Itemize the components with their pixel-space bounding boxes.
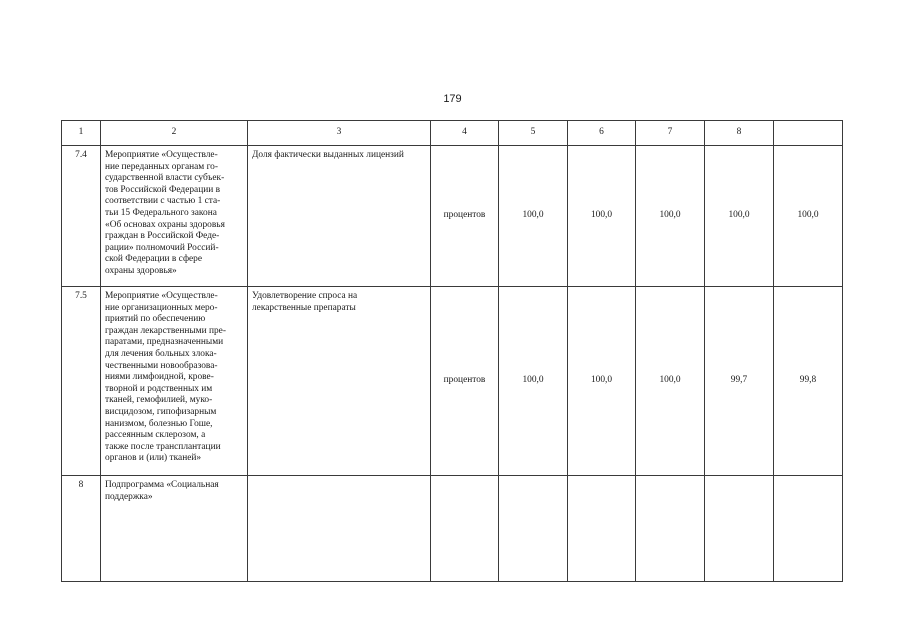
value-cell: 99,7 — [705, 287, 774, 476]
page-number: 179 — [443, 93, 462, 105]
value-cell: 100,0 — [499, 146, 568, 287]
indicator-cell: Удовлетворение спроса на лекарственные препараты — [248, 287, 431, 476]
activity-cell: Мероприятие «Осуществле- ние переданных органам го- сударственной власти субъек- тов Российской Федерации в соответствии с частью 1 ста- тьи 15 Федерального закона «Об основах охраны здоровья граждан в Российской Феде- рации» полномочий Россий- ской Федерации в сфере охраны здоровья» — [101, 146, 248, 287]
indicator-cell — [248, 476, 431, 582]
value-cell: 100,0 — [499, 287, 568, 476]
header-cell-7: 7 — [636, 121, 705, 146]
header-cell-4: 4 — [431, 121, 499, 146]
value-cell: 100,0 — [568, 146, 636, 287]
unit-cell: процентов — [431, 287, 499, 476]
value-cell: 100,0 — [705, 146, 774, 287]
value-cell — [499, 476, 568, 582]
value-cell: 100,0 — [774, 146, 843, 287]
activity-cell: Подпрограмма «Социальная поддержка» — [101, 476, 248, 582]
table-row — [62, 476, 843, 582]
indicator-cell: Доля фактически выданных лицензий — [248, 146, 431, 287]
header-cell-6: 6 — [568, 121, 636, 146]
value-cell: 100,0 — [568, 287, 636, 476]
activity-cell: Мероприятие «Осуществле- ние организационных меро- приятий по обеспечению граждан лекарственными пре- паратами, предназначенными для лечения больных злока- чественными новообразова- ниями лимфоидной, крове- творной и родственных им тканей, гемофилией, муко- висцидозом, гипофизарным нанизмом, болезнью Гоше, рассеянным склерозом, а также после трансплантации органов и (или) тканей» — [101, 287, 248, 476]
row-number: 7.5 — [62, 287, 101, 476]
header-cell-3: 3 — [248, 121, 431, 146]
value-cell — [636, 476, 705, 582]
value-cell — [774, 476, 843, 582]
unit-cell — [431, 476, 499, 582]
header-cell-1: 1 — [62, 121, 101, 146]
row-number: 8 — [62, 476, 101, 582]
value-cell: 100,0 — [636, 287, 705, 476]
table-row — [62, 287, 843, 476]
header-cell-2: 2 — [101, 121, 248, 146]
header-cell-9 — [774, 121, 843, 146]
value-cell: 100,0 — [636, 146, 705, 287]
data-table — [61, 120, 843, 582]
table-header-row — [62, 121, 843, 146]
unit-cell: процентов — [431, 146, 499, 287]
row-number: 7.4 — [62, 146, 101, 287]
header-cell-5: 5 — [499, 121, 568, 146]
value-cell — [568, 476, 636, 582]
value-cell — [705, 476, 774, 582]
header-cell-8: 8 — [705, 121, 774, 146]
table-row — [62, 146, 843, 287]
value-cell: 99,8 — [774, 287, 843, 476]
